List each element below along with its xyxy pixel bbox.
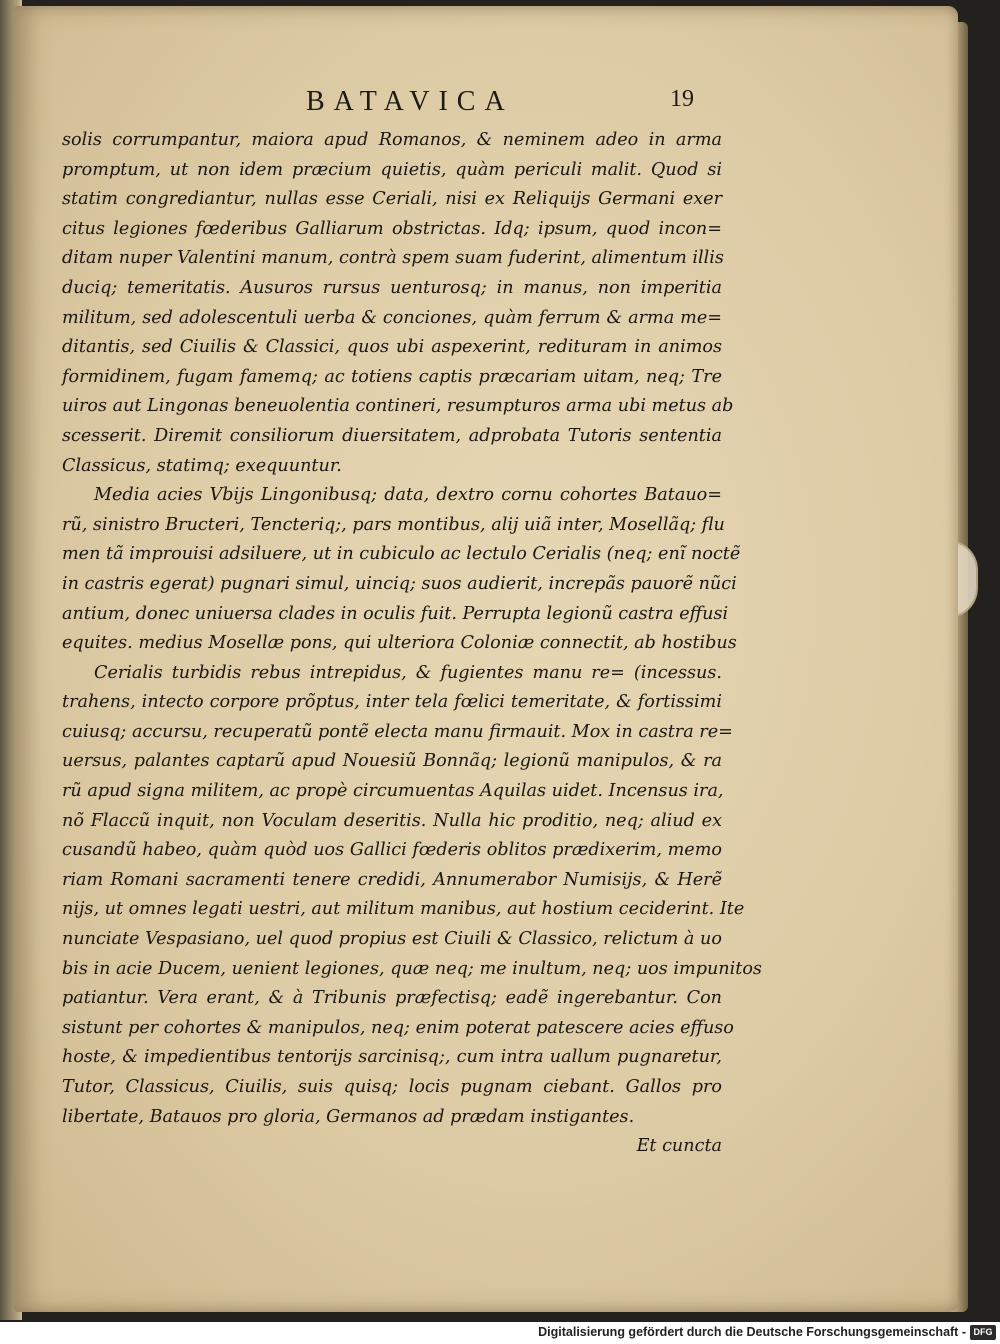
running-head — [14, 86, 958, 126]
text-line: citus legiones fœderibus Galliarum obstrictas. Idq; ipsum, quod incon= — [62, 218, 722, 239]
footer-bar — [0, 1322, 1000, 1344]
text-line: bis in acie Ducem, uenient legiones, quæ neq; me inultum, neq; uos impunitos — [62, 958, 762, 979]
text-line: riam Romani sacramenti tenere credidi, Annumerabor Numisijs, & Herẽ — [62, 869, 722, 890]
text-line: scesserit. Diremit consiliorum diuersitatem, adprobata Tutoris sententia — [62, 425, 722, 446]
text-line: nijs, ut omnes legati uestri, aut militum manibus, aut hostium ceciderint. Ite — [62, 899, 745, 920]
text-line: militum, sed adolescentuli uerba & conciones, quàm ferrum & arma me= — [62, 307, 722, 328]
catchword: Et cuncta — [636, 1136, 722, 1157]
text-line: rũ, sinistro Bructeri, Tencteriq;, pars montibus, alij uiã inter, Mosellãq; flu — [62, 514, 725, 535]
running-title: BATAVICA — [306, 86, 514, 117]
text-line: equites. medius Mosellæ pons, qui ulteriora Coloniæ connectit, ab hostibus — [62, 633, 737, 654]
text-line: rũ apud signa militem, ac propè circumuentas Aquilas uidet. Incensus ira, — [62, 781, 724, 802]
text-line: cusandũ habeo, quàm quòd uos Gallici fœderis oblitos prædixerim, memo — [62, 840, 722, 861]
text-line: libertate, Batauos pro gloria, Germanos ad prædam instigantes. — [62, 1106, 635, 1127]
paragraph-start-line: Media acies Vbijs Lingonibusq; data, dextro cornu cohortes Batauo= — [94, 485, 722, 506]
text-line: cuiusq; accursu, recuperatũ pontẽ electa manu firmauit. Mox in castra re= — [62, 721, 733, 742]
text-line: statim congrediantur, nullas esse Ceriali, nisi ex Reliquijs Germani exer — [62, 189, 722, 210]
paragraph-start-line: Cerialis turbidis rebus intrepidus, & fugientes manu re= (incessus. — [94, 662, 722, 683]
text-line: sistunt per cohortes & manipulos, neq; enim poterat patescere acies effuso — [62, 1017, 734, 1038]
text-line: in castris egerat) pugnari simul, uinciq; suos audierit, increpãs pauorẽ nũci — [62, 573, 737, 594]
text-line: solis corrumpantur, maiora apud Romanos, & neminem adeo in arma — [62, 130, 722, 150]
text-line: uersus, palantes captarũ apud Nouesiũ Bonnãq; legionũ manipulos, & ra — [62, 751, 722, 772]
text-line: antium, donec uniuersa clades in oculis fuit. Perrupta legionũ castra effusi — [62, 603, 729, 624]
text-line: Tutor, Classicus, Ciuilis, suis quisq; locis pugnam ciebant. Gallos pro — [62, 1077, 722, 1097]
page-number: 19 — [670, 86, 694, 112]
text-line: patiantur. Vera erant, & à Tribunis præfectisq; eadẽ ingerebantur. Con — [62, 988, 722, 1009]
text-line: duciq; temeritatis. Ausuros rursus uenturosq; in manus, non imperitia — [62, 277, 722, 298]
body-text — [62, 126, 762, 1162]
text-line: ditantis, sed Ciuilis & Classici, quos ubi aspexerint, redituram in animos — [62, 337, 722, 358]
text-line: nunciate Vespasiano, uel quod propius est Ciuili & Classico, relictum à uo — [62, 929, 722, 950]
text-line: nõ Flaccũ inquit, non Voculam deseritis. Nulla hic proditio, neq; aliud ex — [62, 810, 722, 831]
text-line: ditam nuper Valentini manum, contrà spem suam fuderint, alimentum illis — [62, 248, 724, 269]
text-line: trahens, intecto corpore prõptus, inter tela fœlici temeritate, & fortissimi — [62, 692, 722, 713]
text-line: hoste, & impedientibus tentorijs sarcinisq;, cum intra uallum pugnaretur, — [62, 1047, 722, 1068]
dfg-logo: DFG — [970, 1325, 996, 1340]
text-line: men tã improuisi adsiluere, ut in cubiculo ac lectulo Cerialis (neq; enĩ noctẽ — [62, 544, 741, 565]
text-line: uiros aut Lingonas beneuolentia contineri, resumpturos arma ubi metus ab — [62, 396, 734, 417]
text-line: Classicus, statimq; exequuntur. — [62, 455, 342, 476]
text-line: formidinem, fugam famemq; ac totiens captis præcariam uitam, neq; Tre — [62, 366, 722, 387]
text-line: promptum, ut non idem præcium quietis, quàm periculi malit. Quod si — [62, 159, 722, 180]
funding-credit: Digitalisierung gefördert durch die Deutsche Forschungsgemeinschaft - — [538, 1325, 966, 1339]
